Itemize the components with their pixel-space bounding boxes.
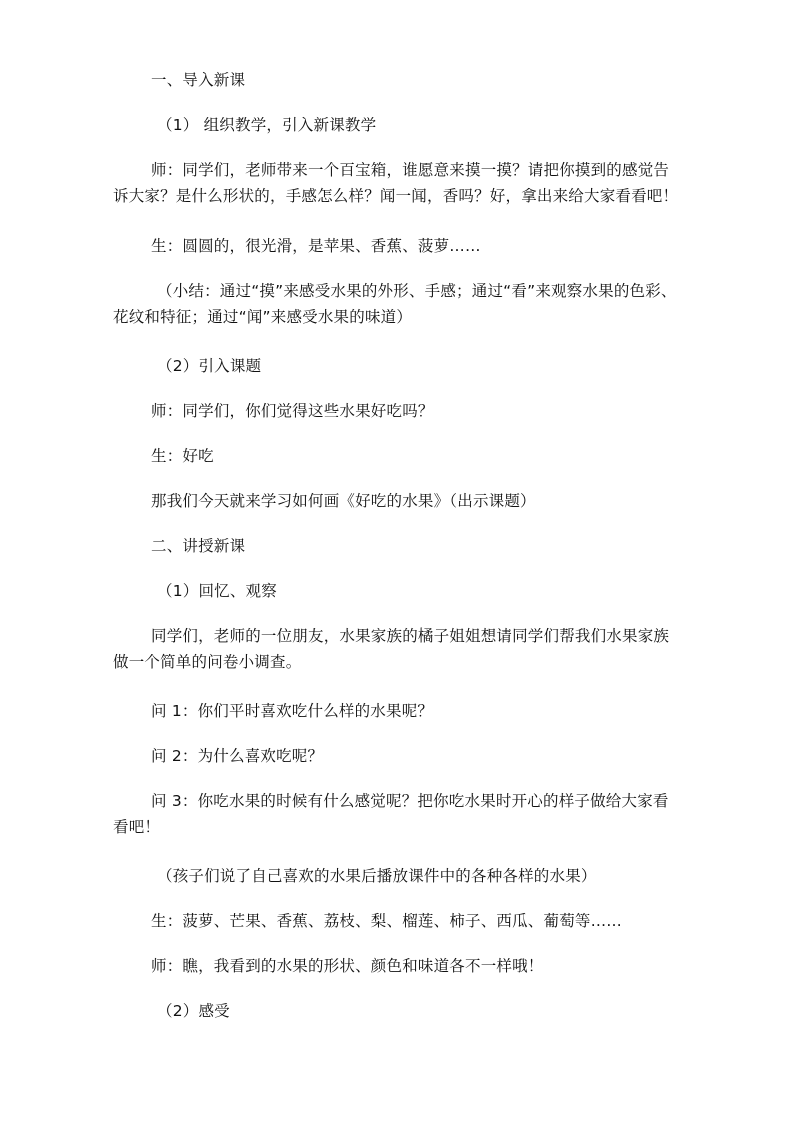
paragraph-question-3: 问 3：你吃水果的时候有什么感觉呢？把你吃水果时开心的样子做给大家看看吧！ <box>113 792 669 836</box>
paragraph-survey: 同学们，老师的一位朋友，水果家族的橘子姐姐想请同学们帮我们水果家族做一个简单的问卷小调查。 <box>113 627 670 671</box>
subheading-feel: （2）感受 <box>157 1002 230 1020</box>
subheading-organize: （1） 组织教学，引入新课教学 <box>157 116 377 134</box>
paragraph-courseware-note: （孩子们说了自己喜欢的水果后播放课件中的各种各样的水果） <box>157 867 597 885</box>
paragraph-teacher-box: 师：同学们，老师带来一个百宝箱，谁愿意来摸一摸？请把你摸到的感觉告诉大家？是什么形状的，手感怎么样？闻一闻，香吗？好，拿出来给大家看看吧！ <box>113 161 679 205</box>
paragraph-student-tasty: 生：好吃 <box>151 447 214 465</box>
section-heading-new-lesson: 二、讲授新课 <box>151 537 246 555</box>
paragraph-teacher-question: 师：同学们，你们觉得这些水果好吃吗？ <box>151 402 434 420</box>
paragraph-student-fruits: 生：菠萝、芒果、香蕉、荔枝、梨、榴莲、柿子、西瓜、葡萄等…… <box>151 912 623 930</box>
paragraph-question-2: 问 2：为什么喜欢吃呢？ <box>151 747 324 765</box>
paragraph-student-answer: 生：圆圆的，很光滑，是苹果、香蕉、菠萝…… <box>151 237 481 255</box>
paragraph-topic: 那我们今天就来学习如何画《好吃的水果》（出示课题） <box>151 492 536 510</box>
subheading-recall: （1）回忆、观察 <box>157 582 277 600</box>
paragraph-summary: （小结：通过“摸”来感受水果的外形、手感；通过“看”来观察水果的色彩、花纹和特征；通过“闻”来感受水果的味道） <box>113 282 677 326</box>
subheading-introduce-topic: （2）引入课题 <box>157 357 262 375</box>
paragraph-question-1: 问 1：你们平时喜欢吃什么样的水果呢？ <box>151 702 434 720</box>
paragraph-teacher-observe: 师：瞧，我看到的水果的形状、颜色和味道各不一样哦！ <box>151 957 544 975</box>
section-heading-intro: 一、导入新课 <box>151 71 246 89</box>
